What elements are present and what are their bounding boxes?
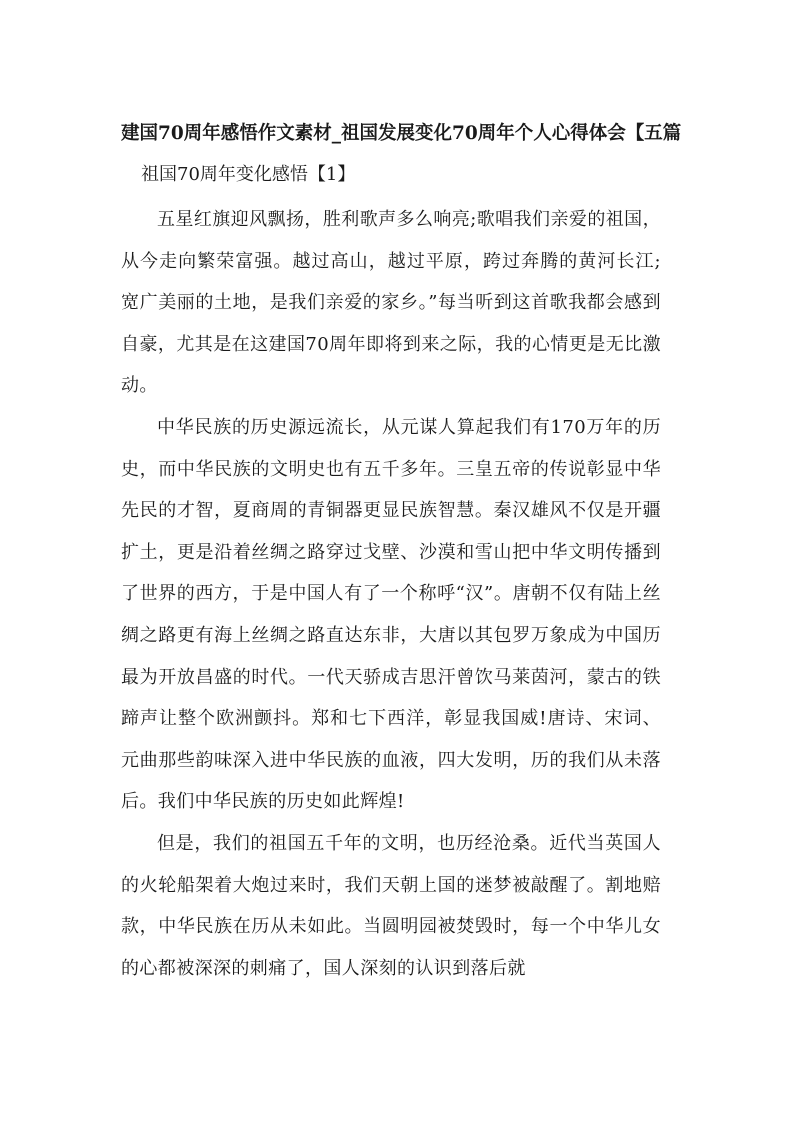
paragraph: 五星红旗迎风飘扬，胜利歌声多么响亮;歌唱我们亲爱的祖国，从今走向繁荣富强。越过高山，越过平原，跨过奔腾的黄河长江;宽广美丽的土地，是我们亲爱的家乡。”每当听到这首歌我都会感到自豪，尤其是在这建国70周年即将到来之际，我的心情更是无比激动。	[121, 209, 661, 397]
document-title: 建国70周年感悟作文素材_祖国发展变化70周年个人心得体会【五篇	[121, 123, 682, 144]
paragraph: 中华民族的历史源远流长，从元谋人算起我们有170万年的历史，而中华民族的文明史也有五千多年。三皇五帝的传说彰显中华先民的才智，夏商周的青铜器更显民族智慧。秦汉雄风不仅是开疆扩土，更是沿着丝绸之路穿过戈壁、沙漠和雪山把中华文明传播到了世界的西方，于是中国人有了一个称呼“汉”。唐朝不仅有陆上丝绸之路更有海上丝绸之路直达东非，大唐以其包罗万象成为中国历最为开放昌盛的时代。一代天骄成吉思汗曾饮马莱茵河，蒙古的铁蹄声让整个欧洲颤抖。郑和七下西洋，彰显我国威!唐诗、宋词、元曲那些韵味深入进中华民族的血液，四大发明，历的我们从未落后。我们中华民族的历史如此辉煌!	[121, 416, 661, 813]
paragraph: 但是，我们的祖国五千年的文明，也历经沧桑。近代当英国人的火轮船架着大炮过来时，我们天朝上国的迷梦被敲醒了。割地赔款，中华民族在历从未如此。当圆明园被焚毁时，每一个中华儿女的心都被深深的刺痛了，国人深刻的认识到落后就	[121, 832, 661, 979]
body-text	[121, 199, 661, 989]
section-heading: 祖国70周年变化感悟【1】	[141, 164, 356, 185]
